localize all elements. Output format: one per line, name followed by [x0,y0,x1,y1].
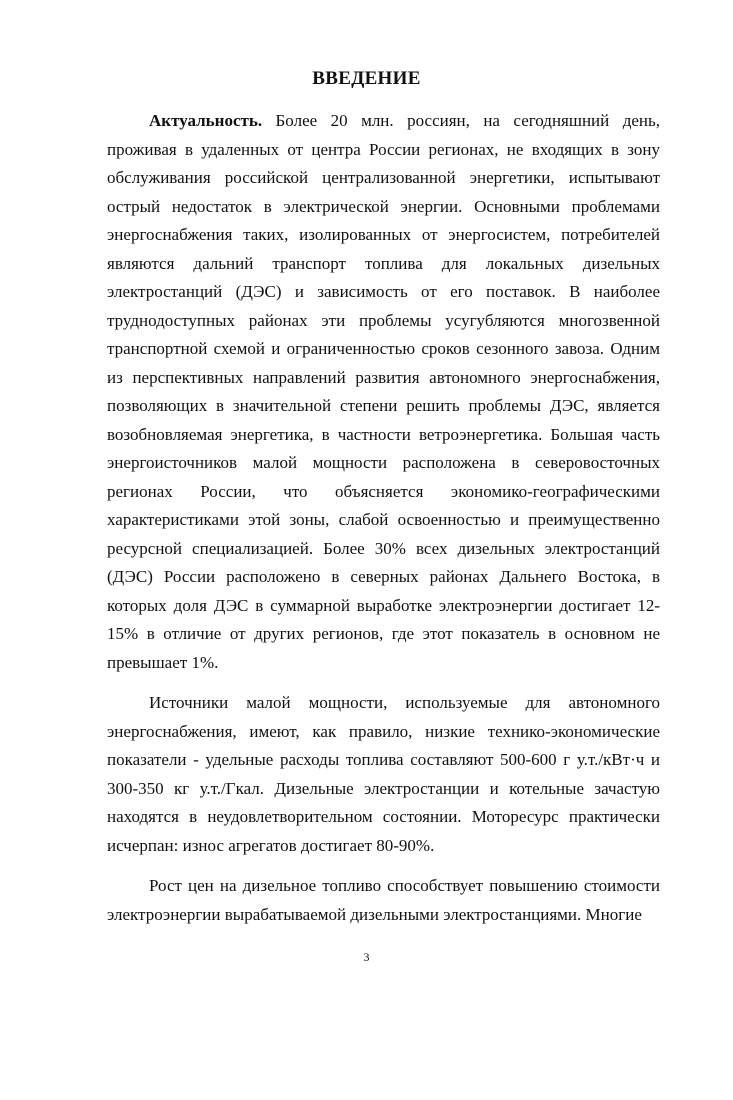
paragraph-sources: Источники малой мощности, используемые для автономного энергоснабжения, имеют, как правило, низкие технико-экономические показатели - удельные расходы топлива составляют 500-600 г у.т./кВт·ч и 300-350 кг у.т./Гкал. Дизельные электростанции и котельные зачастую находятся в неудовлетворительном состоянии. Моторесурс практически исчерпан: износ агрегатов достигает 80-90%. [107,693,660,855]
body-text [107,107,660,929]
paragraph-text: Более 20 млн. россиян, на сегодняшний день, проживая в удаленных от центра России регионах, не входящих в зону обслуживания российской централизованной энергетики, испытывают острый недостаток в электрической энергии. Основными проблемами энергоснабжения таких, изолированных от энергосистем, потребителей являются дальний транспорт топлива для локальных дизельных электростанций (ДЭС) и зависимость от его поставок. В наиболее труднодоступных районах эти проблемы усугубляются многозвенной транспортной схемой и ограниченностью сроков сезонного завоза. Одним из перспективных направлений развития автономного энергоснабжения, позволяющих в значительной степени решить проблемы ДЭС, является возобновляемая энергетика, в частности ветроэнергетика. Большая часть энергоисточников малой мощности расположена в северовосточных регионах России, что объясняется экономико-географическими характеристиками этой зоны, слабой освоенностью и преимущественно ресурсной специализацией. Более 30% всех дизельных электростанций (ДЭС) России расположено в северных районах Дальнего Востока, в которых доля ДЭС в суммарной выработке электроэнергии достигает 12-15% в отличие от других регионов, где этот показатель в основном не превышает 1%. [107,111,660,672]
paragraph-relevance [107,107,660,677]
paragraph-lead: Актуальность. [149,111,263,130]
paragraph-fuel-prices: Рост цен на дизельное топливо способствует повышению стоимости электроэнергии вырабатываемой дизельными электростанциями. Многие [107,876,660,924]
page-number: 3 [363,950,370,964]
section-heading: ВВЕДЕНИЕ [312,68,421,89]
